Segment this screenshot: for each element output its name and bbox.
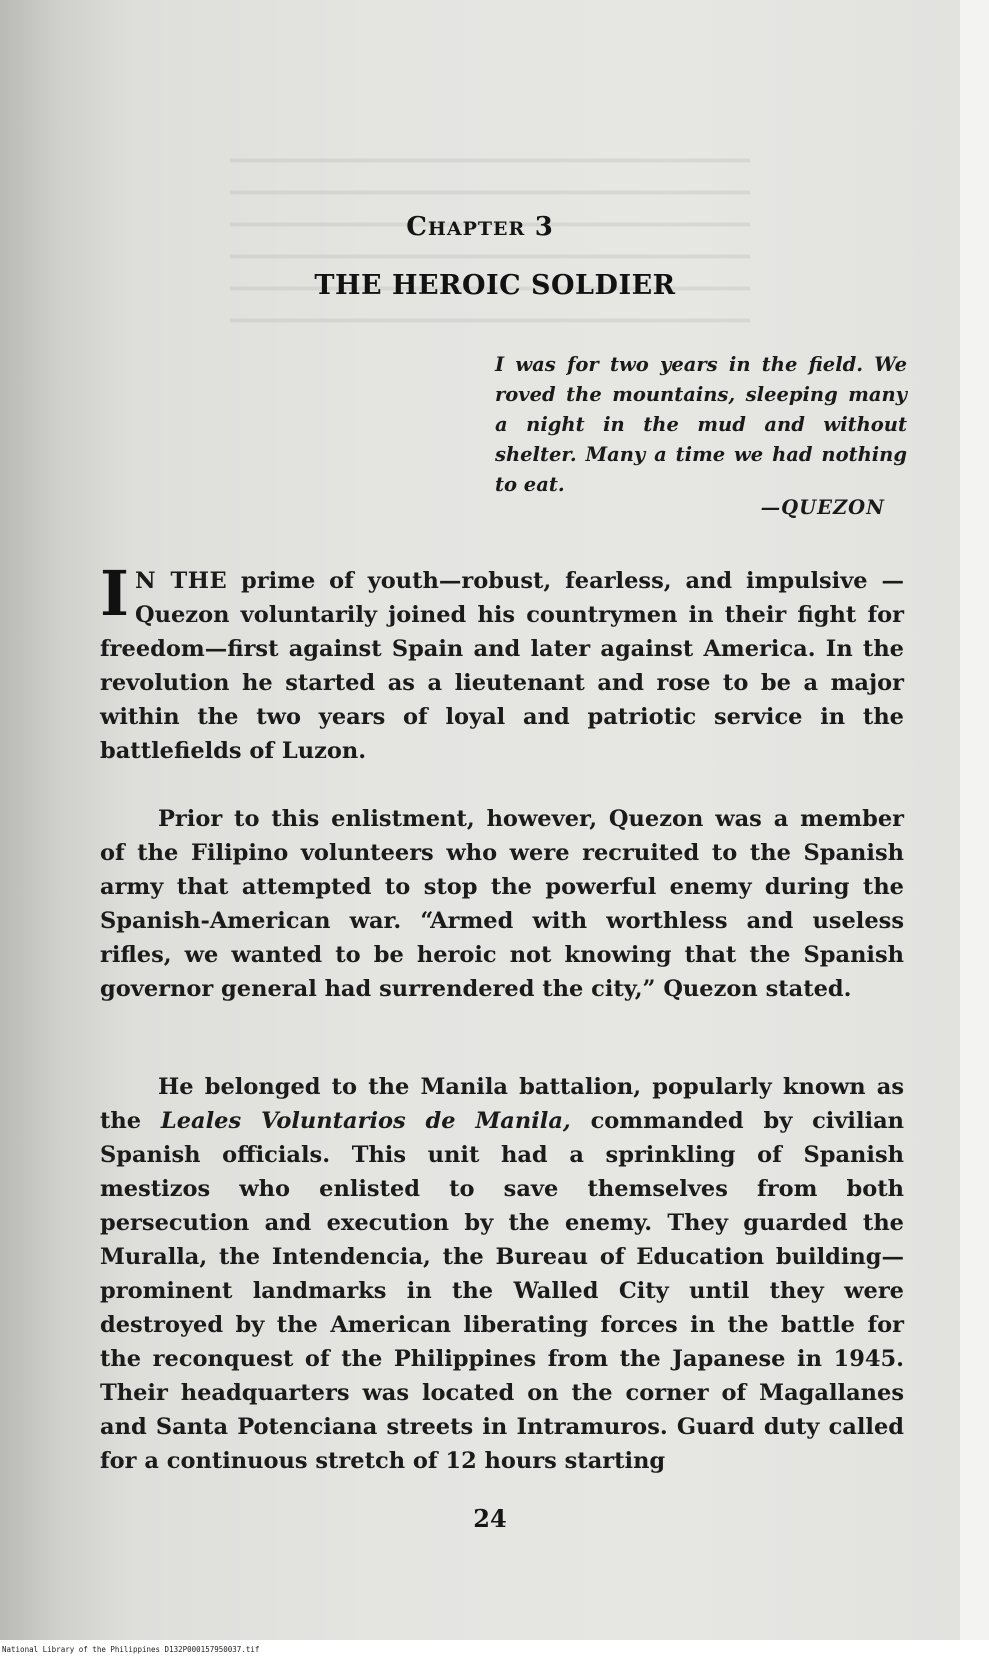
chapter-word: HAPTER [427,218,526,240]
scan-margin [960,0,989,1640]
paragraph-3-text-end: commanded by civilian Spanish officials. This unit had a sprinkling of Spanish mestizos who enlisted to save themselves from both persecution and execution by the enemy. They guarded the Muralla, the Intendencia, the Bureau of Education building—prominent landmarks in the Walled City until they were destroyed by the American liberating forces in the battle for the reconquest of the Philippines from the Japanese in 1945. Their headquarters was located on the corner of Magallanes and Santa Potenciana streets in Intramuros. Guard duty called for a continuous stretch of 12 hours starting [100,1108,905,1474]
paragraph-3-text-start: He belonged to the Manila battalion, popularly known as the [100,1074,904,1134]
chapter-heading [0,212,960,242]
paragraph-3 [100,1070,904,1478]
bleed-through-texture [230,140,750,350]
page-number: 24 [473,1504,507,1533]
chapter-initial: C [406,212,428,242]
paragraph-1-lead: N THE [135,568,228,594]
paragraph-3-italic-name: Leales Voluntarios de Manila, [160,1108,571,1134]
chapter-number: 3 [534,212,554,242]
paragraph-1 [100,557,904,768]
paragraph-2: Prior to this enlistment, however, Quezon was a member of the Filipino volunteers who were recruited to the Spanish army that attempted to stop the powerful enemy during the Spanish-American war. “Armed with worthless and useless rifles, we wanted to be heroic not knowing that the Spanish governor general had surrendered the city,” Quezon stated. [100,806,904,1002]
epigraph-attribution: —QUEZON [760,496,885,519]
epigraph-quote: I was for two years in the field. We roved the mountains, sleeping many a night in the mud and without shelter. Many a time we had nothing to eat. [495,353,907,496]
drop-cap: I [100,557,130,630]
chapter-title: THE HEROIC SOLDIER [314,270,676,301]
scan-footer-caption: National Library of the Philippines D132P000157950037.tif [2,1645,260,1654]
paragraph-1-text: prime of youth—robust, fearless, and impulsive —Quezon voluntarily joined his countrymen in their fight for freedom—first against Spain and later against America. In the revolution he started as a lieutenant and rose to be a major within the two years of loyal and patriotic service in the battlefields of Luzon. [100,568,904,764]
